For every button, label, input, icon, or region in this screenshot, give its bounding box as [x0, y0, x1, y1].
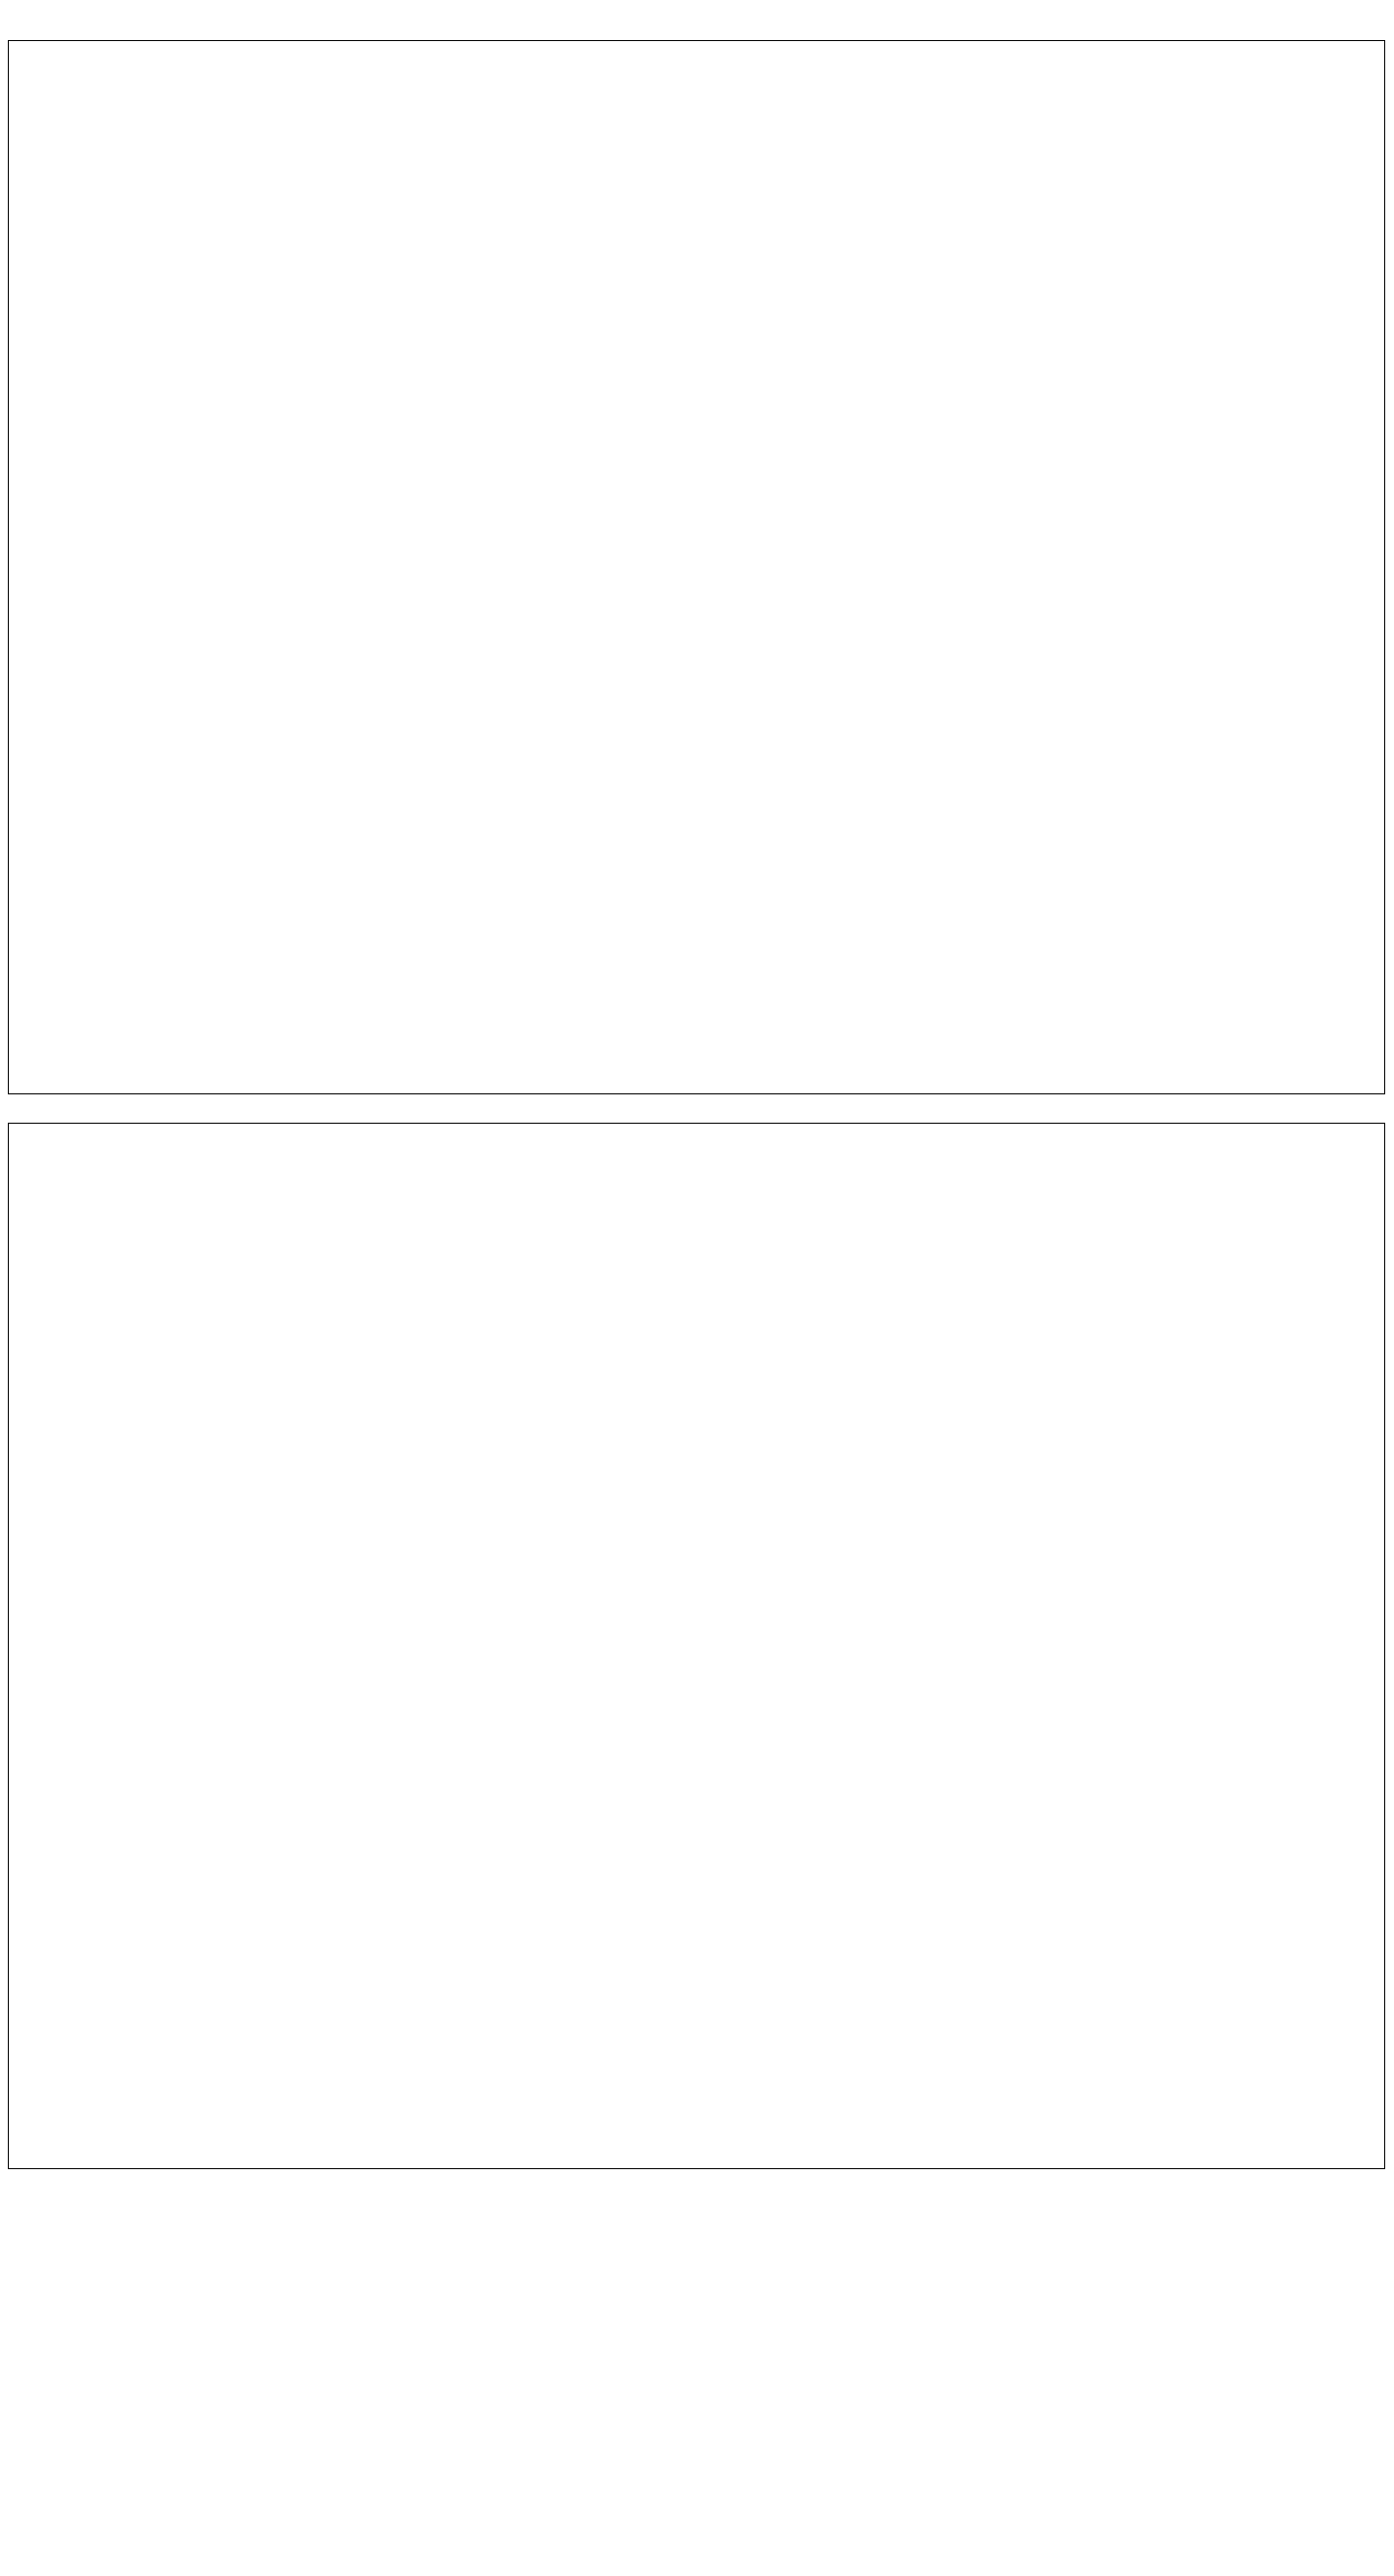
conjugate-footprints-panel	[8, 1123, 1385, 2169]
down-footprints-panel	[8, 40, 1385, 1094]
elfin-a-info	[17, 1124, 38, 1891]
legend	[1349, 41, 1371, 809]
elfin-b-info	[17, 1808, 38, 2576]
down-footprints-map	[9, 41, 1384, 1093]
legend	[1349, 1124, 1371, 1891]
elfin-a-info	[17, 41, 38, 809]
conjugate-footprints-map	[9, 1124, 1384, 2168]
